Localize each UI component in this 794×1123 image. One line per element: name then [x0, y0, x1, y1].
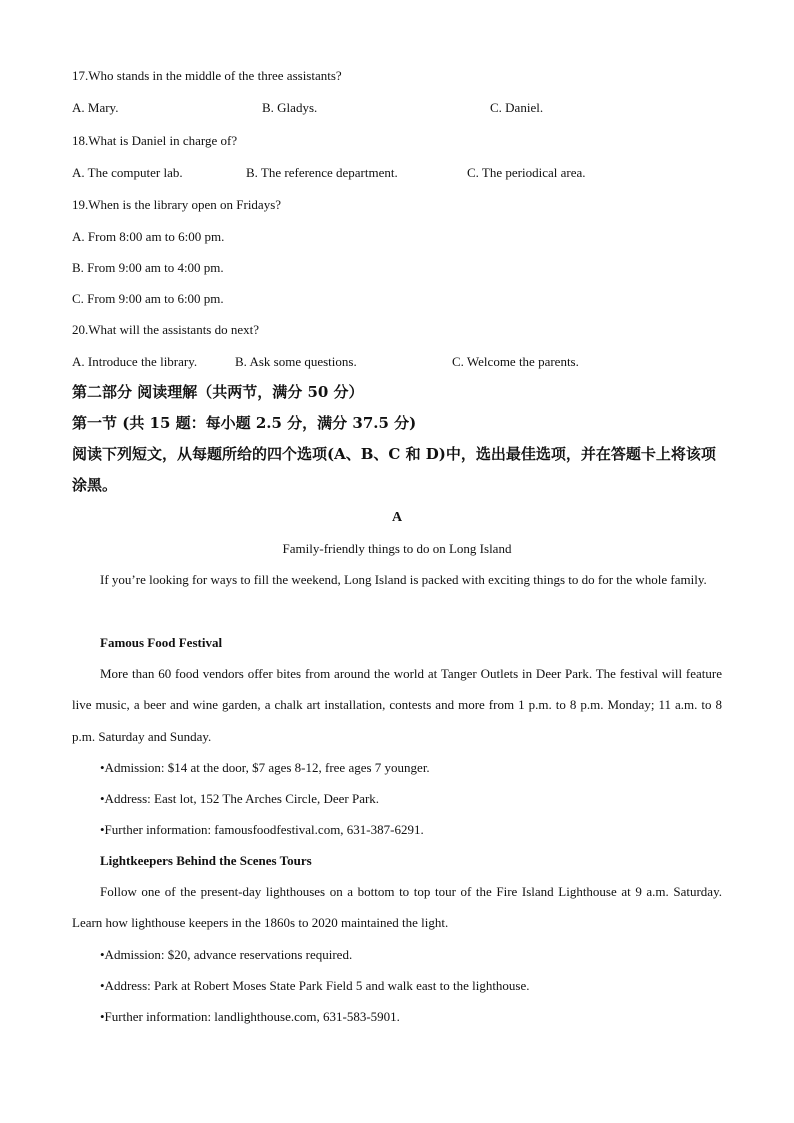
q17-option-b: B. Gladys.: [262, 100, 318, 115]
food-festival-info: •Further information: famousfoodfestival.com, 631-387-6291.: [100, 822, 424, 837]
lighthouse-tours-body: Follow one of the present-day lighthouses on a bottom to top tour of the Fire Island Lighthouse at 9 a.m. Saturday. Learn how lighthouse keepers in the 1860s to 2020 maintained the light.: [72, 884, 722, 931]
q18-option-c: C. The periodical area.: [467, 165, 586, 180]
part-two-title: 第二部分 阅读理解（共两节，满分 50 分）: [72, 383, 364, 401]
q17-option-c: C. Daniel.: [490, 100, 544, 115]
lighthouse-tours-info: •Further information: landlighthouse.com, 631-583-5901.: [100, 1009, 400, 1024]
q18-option-b: B. The reference department.: [246, 165, 398, 180]
question-19: 19.When is the library open on Fridays?: [72, 197, 282, 212]
food-festival-admission: •Admission: $14 at the door, $7 ages 8-12, free ages 7 younger.: [100, 760, 430, 775]
q19-option-b: B. From 9:00 am to 4:00 pm.: [72, 260, 224, 275]
q20-option-c: C. Welcome the parents.: [452, 354, 579, 369]
q19-option-a: A. From 8:00 am to 6:00 pm.: [72, 229, 225, 244]
lighthouse-tours-admission: •Admission: $20, advance reservations required.: [100, 947, 353, 962]
passage-title: Family-friendly things to do on Long Island: [282, 541, 512, 556]
q19-option-c: C. From 9:00 am to 6:00 pm.: [72, 291, 224, 306]
food-festival-body: More than 60 food vendors offer bites from around the world at Tanger Outlets in Deer Park. The festival will feature live music, a beer and wine garden, a chalk art installation, contests and more from 1 p.m. to 8 p.m. Monday; 11 a.m. to 8 p.m. Saturday and Sunday.: [72, 666, 722, 744]
lighthouse-tours-address: •Address: Park at Robert Moses State Park Field 5 and walk east to the lighthouse.: [100, 978, 530, 993]
lighthouse-tours-heading: Lightkeepers Behind the Scenes Tours: [100, 853, 312, 868]
q18-option-a: A. The computer lab.: [72, 165, 183, 180]
section-one-title: 第一节 (共 15 题：每小题 2.5 分，满分 37.5 分): [72, 414, 417, 432]
question-20: 20.What will the assistants do next?: [72, 322, 260, 337]
passage-intro: If you’re looking for ways to fill the weekend, Long Island is packed with exciting things to do for the whole family.: [100, 572, 707, 587]
question-18: 18.What is Daniel in charge of?: [72, 133, 238, 148]
q20-option-a: A. Introduce the library.: [72, 354, 198, 369]
food-festival-address: •Address: East lot, 152 The Arches Circle, Deer Park.: [100, 791, 380, 806]
passage-letter: A: [391, 510, 403, 525]
q20-option-b: B. Ask some questions.: [235, 354, 357, 369]
question-17: 17.Who stands in the middle of the three assistants?: [72, 68, 342, 83]
q17-option-a: A. Mary.: [72, 100, 119, 115]
reading-instructions: 阅读下列短文，从每题所给的四个选项(A、B、C 和 D)中，选出最佳选项，并在答题卡上将该项涂黑。: [72, 445, 716, 494]
food-festival-heading: Famous Food Festival: [100, 635, 223, 650]
